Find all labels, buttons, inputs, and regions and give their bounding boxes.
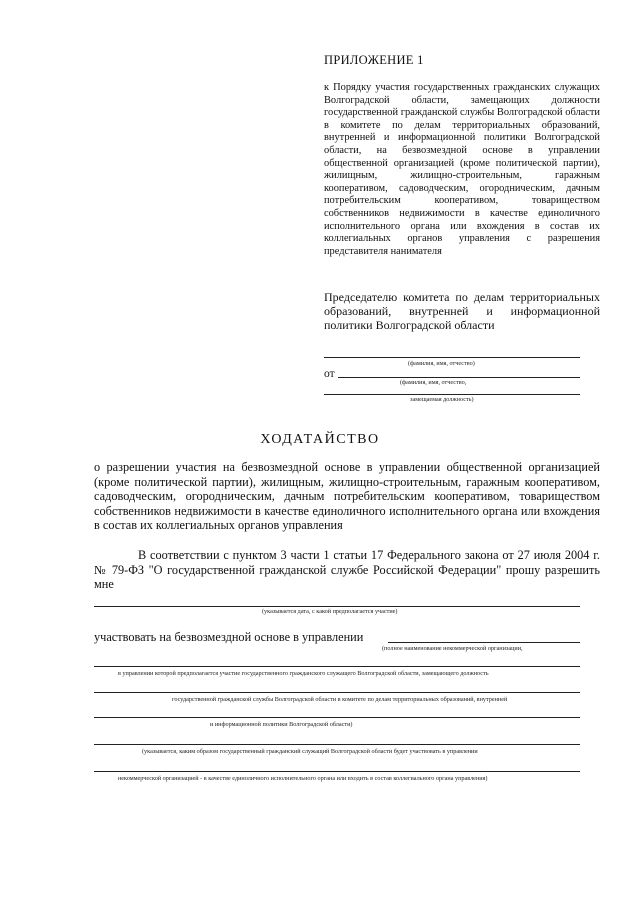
appendix-reference-text: к Порядку участия государственных гражданских служащих Волгоградской области, замещающих должности государственной гражданской службы Волгоградской области в комитете по делам территориальных образований, внутренней и информационной политики Волгоградской области, на безвозмездной основе в управлении общественной организацией (кроме политической партии), жилищным, жилищно-строительным, гаражным кооперативом, садоводческим, огородническим, дачным потребительским кооперативом, товариществом собственников недвижимости в качестве единоличного исполнительного органа или вхождения в состав их коллегиальных органов управления с разрешения представителя нанимателя: [324, 82, 600, 257]
appendix-title: ПРИЛОЖЕНИЕ 1: [324, 53, 424, 67]
document-heading: ХОДАТАЙСТВО: [260, 432, 380, 447]
org-details-line-1[interactable]: [94, 666, 580, 667]
participation-line-2[interactable]: [94, 771, 580, 772]
org-details-line-2[interactable]: [94, 692, 580, 693]
org-details-caption-1: в управлении которой предполагается участие государственного гражданского служащего Волгоградской области, замещающего должность: [118, 670, 489, 677]
org-name-caption: (полное наименование некоммерческой организации,: [382, 645, 523, 652]
participation-caption-1: (указывается, каким образом государственный гражданский служащий Волгоградской области будет участвовать в управлении: [142, 748, 478, 755]
from-field-line[interactable]: [338, 377, 580, 378]
from-field-caption-1: (фамилия, имя, отчество,: [400, 379, 467, 386]
org-details-caption-3: и информационной политики Волгоградской области): [210, 721, 353, 728]
from-label: от: [324, 368, 335, 380]
name-field-line[interactable]: [324, 357, 580, 358]
participation-caption-2: некоммерческой организацией - в качестве единоличного исполнительного органа или входить в состав коллегиального органа управления): [118, 775, 488, 782]
from-field-caption-2: замещаемая должность): [410, 396, 474, 403]
participate-label: участвовать на безвозмездной основе в управлении: [94, 630, 364, 644]
org-name-field-line[interactable]: [388, 642, 580, 643]
date-field-line[interactable]: [94, 606, 580, 607]
org-details-caption-2: государственной гражданской службы Волгоградской области в комитете по делам территориальных образований, внутренней: [172, 696, 508, 703]
date-field-caption: (указывается дата, с какой предполагается участие): [262, 608, 398, 615]
petition-subject: о разрешении участия на безвозмездной основе в управлении общественной организацией (кроме политической партии), жилищным, жилищно-строительным, гаражным кооперативом, садоводческим, огородническим, дачным потребительским кооперативом, товариществом собственников недвижимости в качестве единоличного исполнительного органа или вхождения в состав их коллегиальных органов управления: [94, 460, 600, 533]
org-details-line-3[interactable]: [94, 717, 580, 718]
addressee-text: Председателю комитета по делам территориальных образований, внутренней и информационной политики Волгоградской области: [324, 290, 600, 333]
participation-line-1[interactable]: [94, 744, 580, 745]
name-field-caption: (фамилия, имя, отчество): [408, 360, 475, 367]
petition-body-paragraph: В соответствии с пунктом 3 части 1 статьи 17 Федерального закона от 27 июля 2004 г. № 79-ФЗ "О государственной гражданской службе Российской Федерации" прошу разрешить мне: [94, 548, 600, 592]
from-field-line-2[interactable]: [324, 394, 580, 395]
